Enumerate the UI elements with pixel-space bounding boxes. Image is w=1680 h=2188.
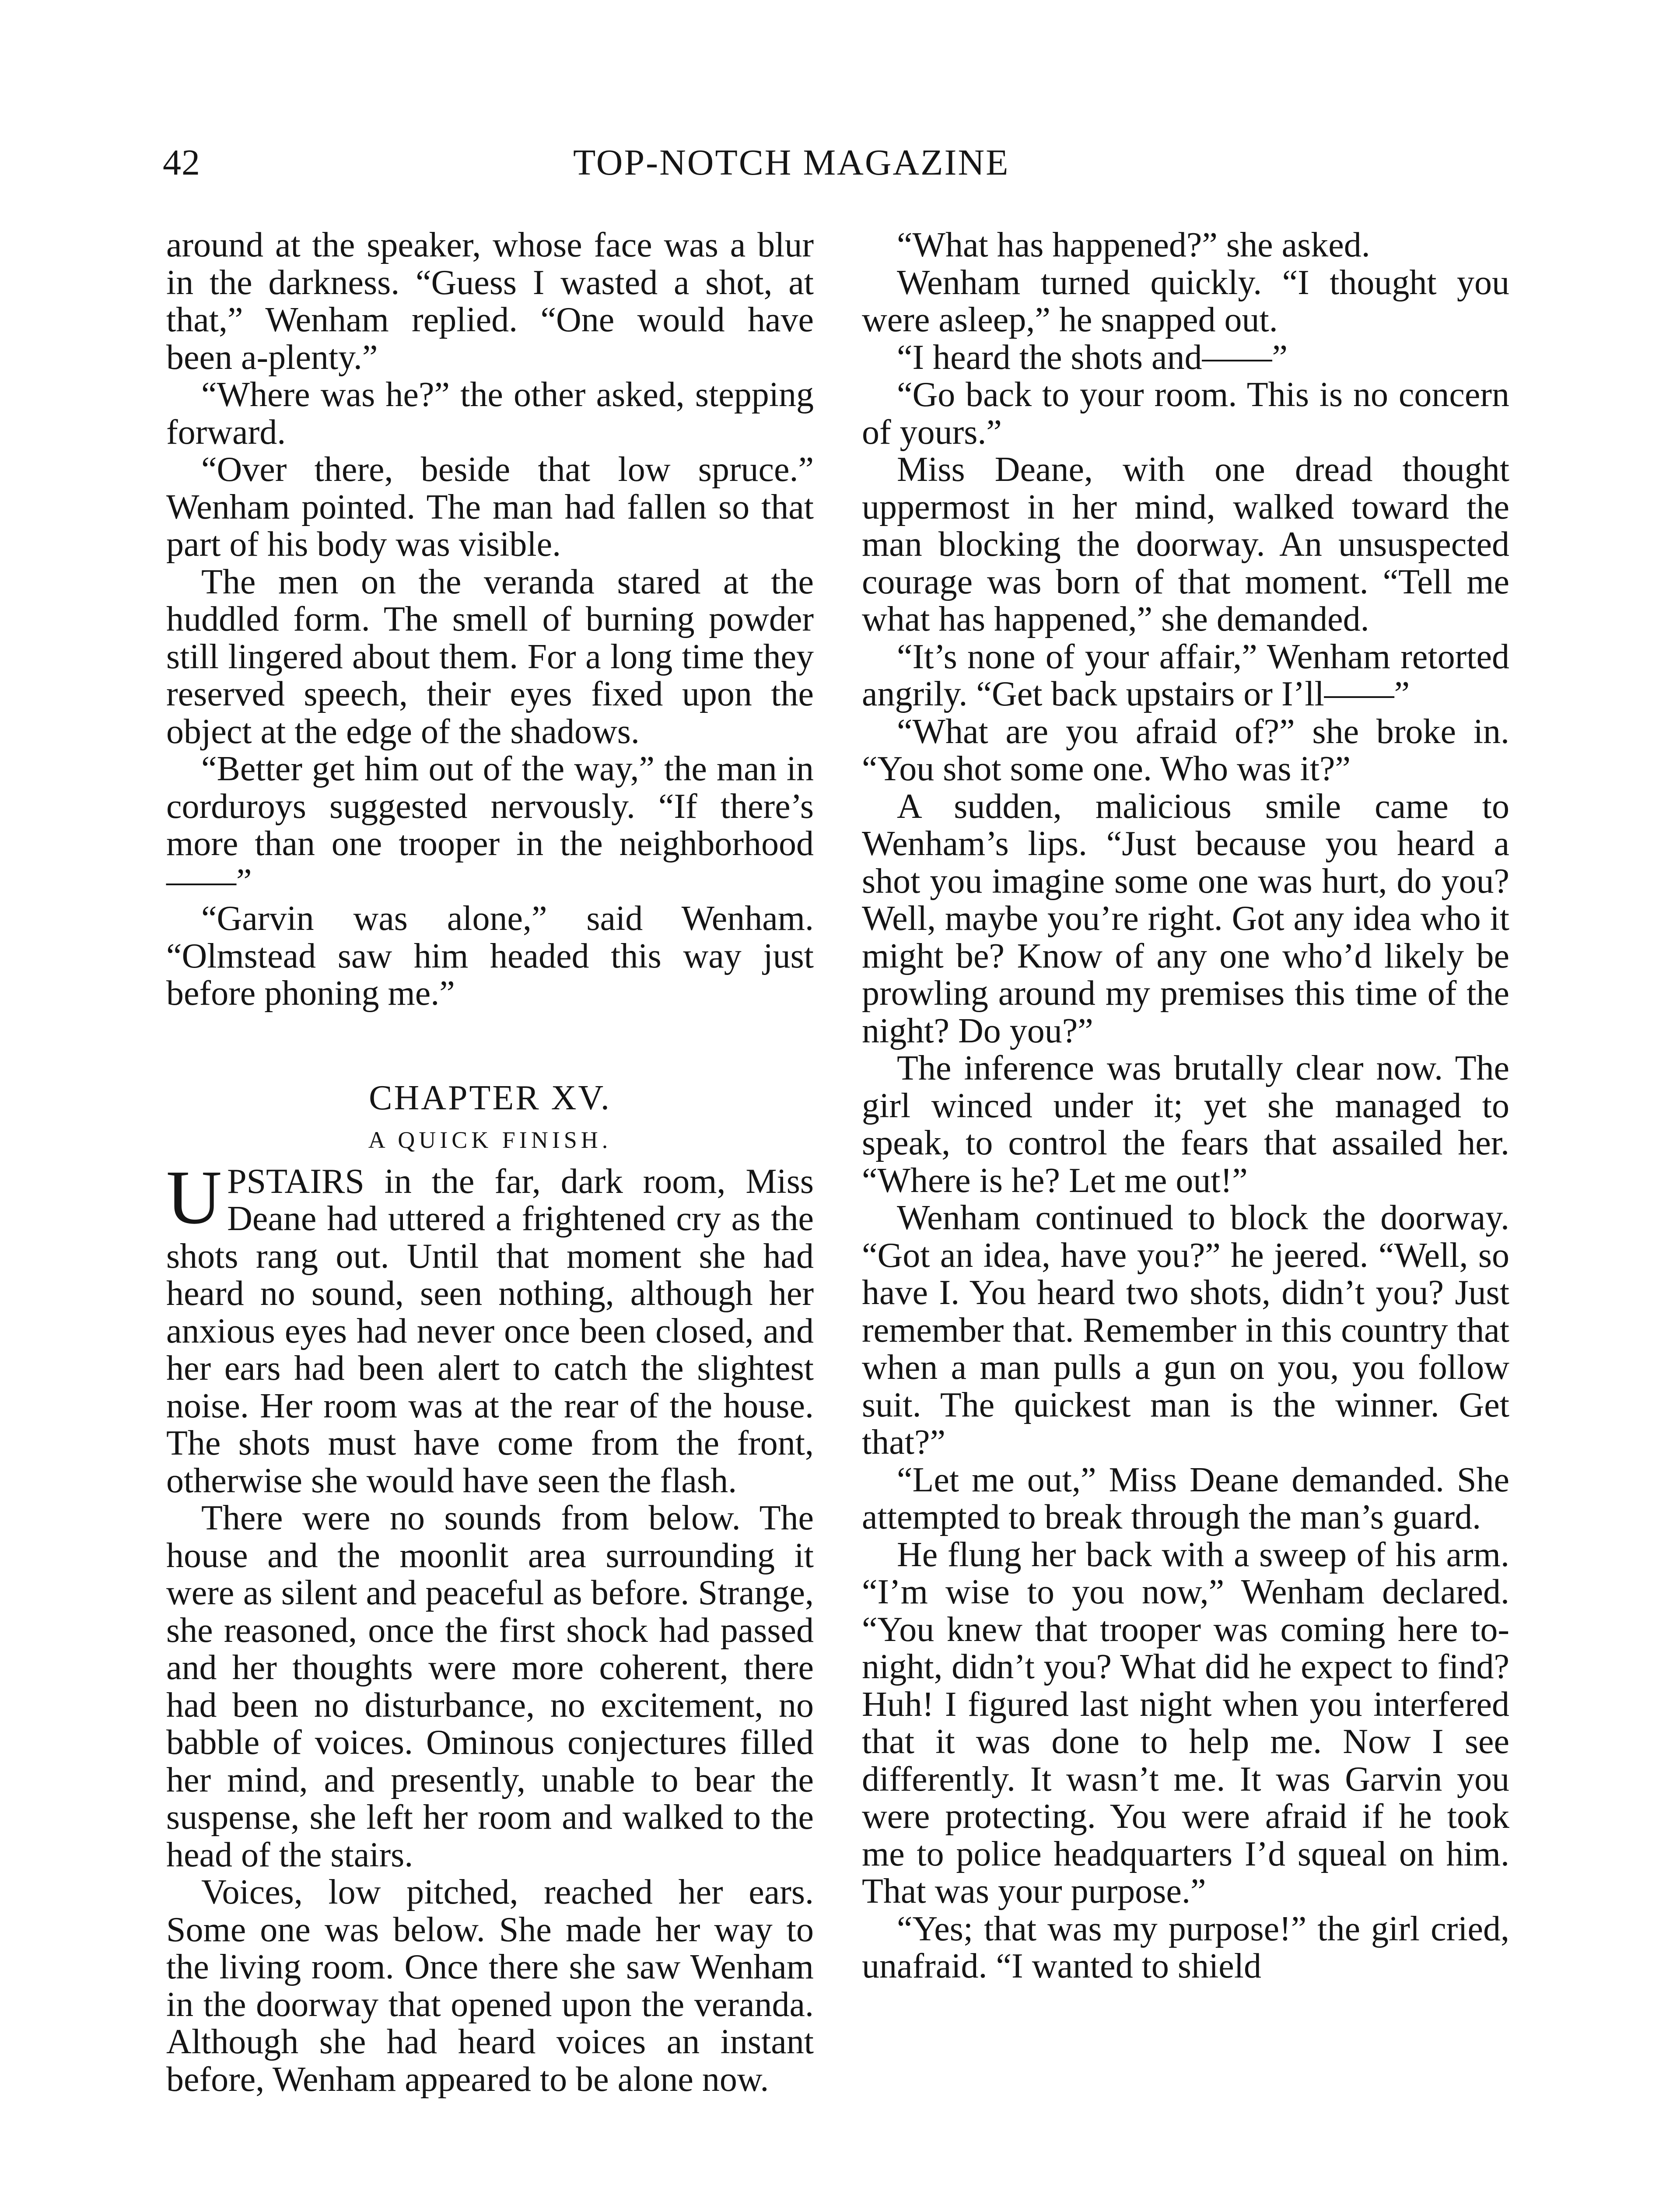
paragraph: around at the speaker, whose face was a blur in the darkness. “Guess I wasted a shot, at that,” Wenham replied. “One would have been a-plenty.” [166, 226, 814, 377]
paragraph: “Over there, beside that low spruce.” Wenham pointed. The man had fallen so that part of his body was visible. [166, 450, 814, 564]
paragraph: “Better get him out of the way,” the man in corduroys suggested nervously. “If there’s more than one trooper in the neighborhood——” [166, 750, 814, 901]
page-number: 42 [163, 142, 200, 183]
right-column [862, 227, 1509, 1985]
left-column [166, 227, 814, 2098]
chapter-opening-paragraph [166, 1154, 814, 1500]
paragraph: “What are you afraid of?” she broke in. “You shot some one. Who was it?” [862, 712, 1509, 788]
opening-text: PSTAIRS in the far, dark room, Miss Deane had uttered a frightened cry as the shots rang out. Until that moment she had heard no sound, seen nothing, although her anxious eyes had never once been closed, and her ears had been alert to catch the slightest noise. Her room was at the rear of the house. The shots must have come from the front, otherwise she would have seen the flash. [166, 1162, 814, 1500]
paragraph: “Where was he?” the other asked, stepping forward. [166, 375, 814, 452]
paragraph: “Yes; that was my purpose!” the girl cried, unafraid. “I wanted to shield [862, 1909, 1509, 1985]
chapter-title: CHAPTER XV. [369, 1078, 611, 1117]
paragraph: The men on the veranda stared at the huddled form. The smell of burning powder still lingered about them. For a long time they reserved speech, their eyes fixed upon the object at the edge of the shadows. [166, 562, 814, 751]
paragraph: Voices, low pitched, reached her ears. Some one was below. She made her way to the living room. Once there she saw Wenham in the doorway that opened upon the veranda. Although she had heard voices an instant before, Wenham appeared to be alone now. [166, 1873, 814, 2099]
chapter-subtitle: A QUICK FINISH. [368, 1126, 612, 1153]
paragraph: A sudden, malicious smile came to Wenham’s lips. “Just because you heard a shot you imagine some one was hurt, do you? Well, maybe you’re right. Got any idea who it might be? Know of any one who’d likely be prowling around my premises this time of the night? Do you?” [862, 787, 1509, 1050]
paragraph: “Go back to your room. This is no concern of yours.” [862, 375, 1509, 452]
paragraph: “Let me out,” Miss Deane demanded. She attempted to break through the man’s guard. [862, 1460, 1509, 1536]
paragraph: “Garvin was alone,” said Wenham. “Olmstead saw him headed this way just before phoning me.” [166, 899, 814, 1013]
paragraph: “It’s none of your affair,” Wenham retorted angrily. “Get back upstairs or I’ll——” [862, 637, 1509, 713]
paragraph: There were no sounds from below. The house and the moonlit area surrounding it were as silent and peaceful as before. Strange, she reasoned, once the first shock had passed and her thoughts were more coherent, there had been no disturbance, no excitement, no babble of voices. Ominous conjectures filled her mind, and presently, unable to bear the suspense, she left her room and walked to the head of the stairs. [166, 1499, 814, 1874]
paragraph: “What has happened?” she asked. [897, 226, 1370, 264]
running-head: TOP-NOTCH MAGAZINE [573, 142, 1010, 183]
paragraph: Wenham turned quickly. “I thought you were asleep,” he snapped out. [862, 263, 1509, 339]
paragraph: He flung her back with a sweep of his arm. “I’m wise to you now,” Wenham declared. “You knew that trooper was coming here to-night, didn’t you? What did he expect to find? Huh! I figured last night when you interfered that it was done to help me. Now I see differently. It wasn’t me. It was Garvin you were protecting. You were afraid if he took me to police headquarters I’d squeal on him. That was your purpose.” [862, 1535, 1509, 1911]
paragraph: “I heard the shots and——” [897, 338, 1288, 377]
paragraph: Miss Deane, with one dread thought uppermost in her mind, walked toward the man blocking the doorway. An unsuspected courage was born of that moment. “Tell me what has happened,” she demanded. [862, 450, 1509, 638]
paragraph: The inference was brutally clear now. The girl winced under it; yet she managed to speak, to control the fears that assailed her. “Where is he? Let me out!” [862, 1049, 1509, 1200]
paragraph: Wenham continued to block the doorway. “Got an idea, have you?” he jeered. “Well, so have I. You heard two shots, didn’t you? Just remember that. Remember in this country that when a man pulls a gun on you, you follow suit. The quickest man is the winner. Get that?” [862, 1199, 1509, 1462]
drop-cap: U [166, 1154, 222, 1240]
